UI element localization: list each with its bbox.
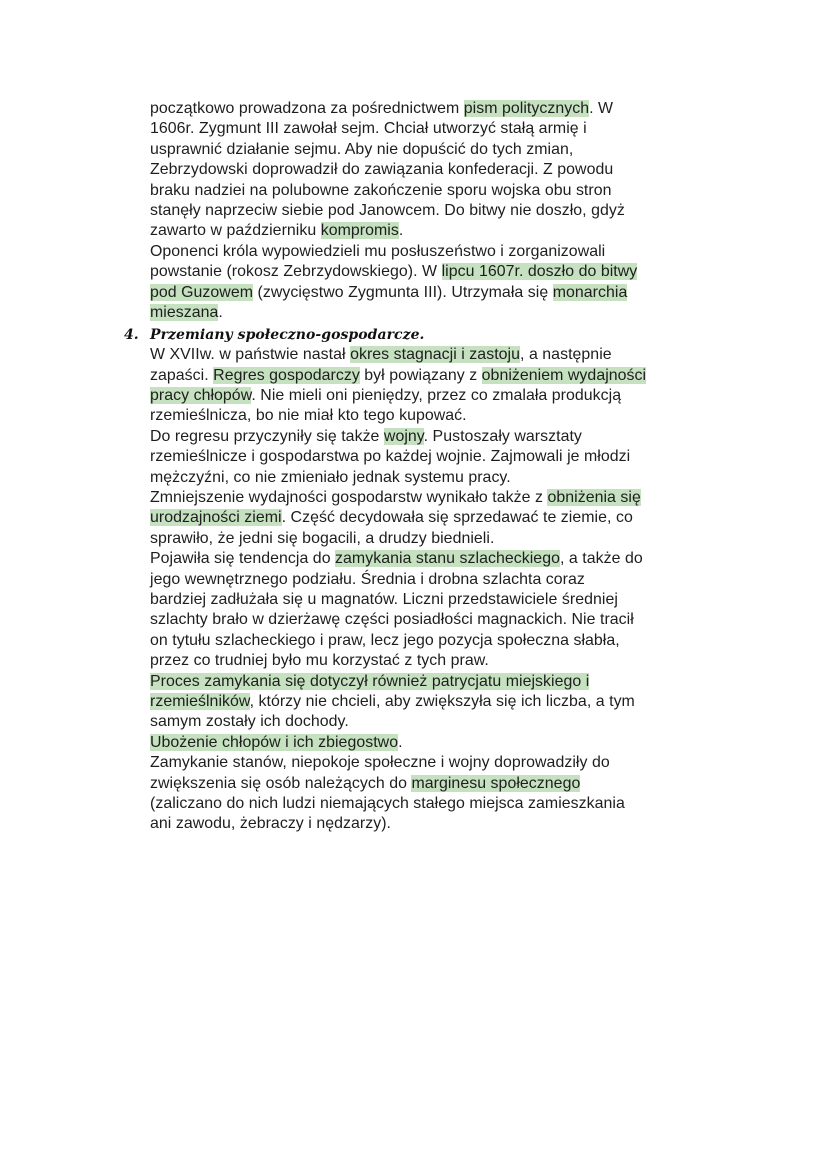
text-line (150, 814, 750, 834)
highlighted-text: urodzajności ziemi (150, 509, 282, 527)
highlighted-text: pracy chłopów (150, 387, 252, 405)
text-segment: Zmniejszenie wydajności gospodarstw wynikało także z (150, 489, 548, 507)
highlighted-text: marginesu społecznego (411, 774, 581, 792)
paragraph-przemiany (150, 345, 750, 834)
text-line (150, 529, 750, 549)
text-segment: Pojawiła się tendencja do (150, 550, 336, 568)
text-segment: ani zawodu, żebraczy i nędzarzy). (150, 815, 392, 833)
text-segment: początkowo prowadzona za pośrednictwem (150, 100, 464, 117)
text-segment: był powiązany z (359, 366, 482, 384)
text-segment: 1606r. Zygmunt III zawołał sejm. Chciał utworzyć stałą armię i (150, 120, 587, 138)
text-segment: samym zostały ich dochody. (150, 713, 349, 731)
text-line (150, 221, 750, 241)
text-line (150, 610, 750, 630)
text-segment: W XVIIw. w państwie nastał (150, 346, 351, 364)
text-line (150, 733, 750, 753)
highlighted-text: Proces zamykania się dotyczył również patrycjatu miejskiego i (150, 672, 590, 690)
section-heading (124, 324, 750, 346)
text-line (150, 386, 750, 406)
highlighted-text: zamykania stanu szlacheckiego (335, 550, 560, 568)
text-segment: Oponenci króla wypowiedzieli mu posłuszeństwo i zorganizowali (150, 242, 606, 260)
text-line (150, 262, 750, 282)
text-segment: stanęły naprzeciw siebie pod Janowcem. Do bitwy nie doszło, gdyż (150, 201, 625, 219)
text-segment: . Nie mieli oni pieniędzy, przez co zmalała produkcją (251, 387, 622, 405)
text-line (150, 488, 750, 508)
text-line (150, 712, 750, 732)
text-segment: Zamykanie stanów, niepokoje społeczne i wojny doprowadziły do (150, 754, 610, 772)
text-line (150, 242, 750, 262)
text-line (150, 201, 750, 221)
text-segment: (zaliczano do nich ludzi niemających stałego miejsca zamieszkania (150, 794, 625, 812)
text-line (150, 672, 750, 692)
text-segment: usprawnić działanie sejmu. Aby nie dopuścić do tych zmian, (150, 140, 574, 158)
text-line (150, 774, 750, 794)
highlighted-text: mieszana (150, 303, 219, 321)
text-line (150, 140, 750, 160)
text-line (150, 651, 750, 671)
text-line (150, 753, 750, 773)
text-segment: . (218, 303, 223, 321)
highlighted-text: obniżenia się (547, 489, 641, 507)
text-line (150, 468, 750, 488)
text-segment: powstanie (rokosz Zebrzydowskiego). W (150, 263, 442, 281)
text-line (150, 366, 750, 386)
text-segment: zawarto w październiku (150, 222, 321, 240)
text-line (150, 99, 750, 119)
highlighted-text: lipcu 1607r. doszło do bitwy (441, 263, 638, 281)
text-line (150, 570, 750, 590)
section-number: 4. (124, 327, 139, 344)
text-segment: . (398, 222, 404, 240)
text-line (150, 794, 750, 814)
highlighted-text: okres stagnacji i zastoju (350, 346, 521, 364)
text-segment: zwiększenia się osób należących do (150, 774, 412, 792)
text-segment: jego wewnętrznego podziału. Średnia i drobna szlachta coraz (150, 570, 585, 588)
text-segment: . (398, 733, 403, 751)
text-segment: szlachty brało w dzierżawę części posiadłości magnackich. Nie tracił (150, 611, 634, 629)
highlighted-text: Ubożenie chłopów i ich zbiegostwo (150, 733, 399, 751)
text-line (150, 427, 750, 447)
text-segment: . Pustoszały warsztaty (423, 427, 582, 445)
page-content (124, 99, 750, 835)
text-line (150, 447, 750, 467)
text-line (150, 692, 750, 712)
text-line (150, 345, 750, 365)
highlighted-text: kompromis (320, 222, 399, 240)
highlighted-text: wojny (383, 427, 424, 445)
text-segment: Do regresu przyczyniły się także (150, 427, 384, 445)
text-segment: on tytułu szlacheckiego i praw, lecz jego pozycja społeczna słabła, (150, 631, 620, 649)
text-line (150, 181, 750, 201)
highlighted-text: rzemieślników (150, 692, 250, 710)
text-segment: , a następnie (520, 346, 612, 364)
text-segment: . W (589, 100, 614, 117)
text-segment: , a także do (559, 550, 643, 568)
highlighted-text: monarchia (552, 283, 628, 301)
text-line (150, 508, 750, 528)
text-segment: braku nadziei na polubowne zakończenie sporu wojska obu stron (150, 181, 612, 199)
text-line (150, 283, 750, 303)
text-segment: rzemieślnicza, bo nie miał kto tego kupować. (150, 407, 467, 425)
text-segment: (zwycięstwo Zygmunta III). Utrzymała się (253, 283, 553, 301)
text-segment: , którzy nie chcieli, aby zwiększyła się ich liczba, a tym (249, 692, 635, 710)
text-line (150, 590, 750, 610)
text-segment: mężczyźni, co nie zmieniało jednak systemu pracy. (150, 468, 511, 486)
text-segment: rzemieślnicze i gospodarstwa po każdej wojnie. Zajmowali je młodzi (150, 448, 631, 466)
text-segment: . Część decydowała się sprzedawać te ziemie, co (281, 509, 633, 527)
text-segment: bardziej zadłużała się u magnatów. Liczni przedstawiciele średniej (150, 590, 618, 608)
highlighted-text: obniżeniem wydajności (481, 366, 647, 384)
text-segment: sprawiło, że jedni się bogacili, a drudzy biednieli. (150, 529, 495, 547)
highlighted-text: pod Guzowem (150, 283, 254, 301)
highlighted-text: Regres gospodarczy (213, 366, 360, 384)
text-line (150, 160, 750, 180)
text-line (150, 549, 750, 569)
text-segment: zapaści. (150, 366, 214, 384)
text-line (150, 631, 750, 651)
text-line (150, 119, 750, 139)
text-segment: Zebrzydowski doprowadził do zawiązania konfederacji. Z powodu (150, 161, 614, 179)
section-title: Przemiany społeczno-gospodarcze. (150, 327, 425, 344)
text-segment: przez co trudniej było mu korzystać z tych praw. (150, 652, 489, 670)
highlighted-text: pism politycznych (463, 100, 590, 117)
text-line (150, 406, 750, 426)
paragraph-rokosz (150, 99, 750, 323)
text-line (150, 303, 750, 323)
